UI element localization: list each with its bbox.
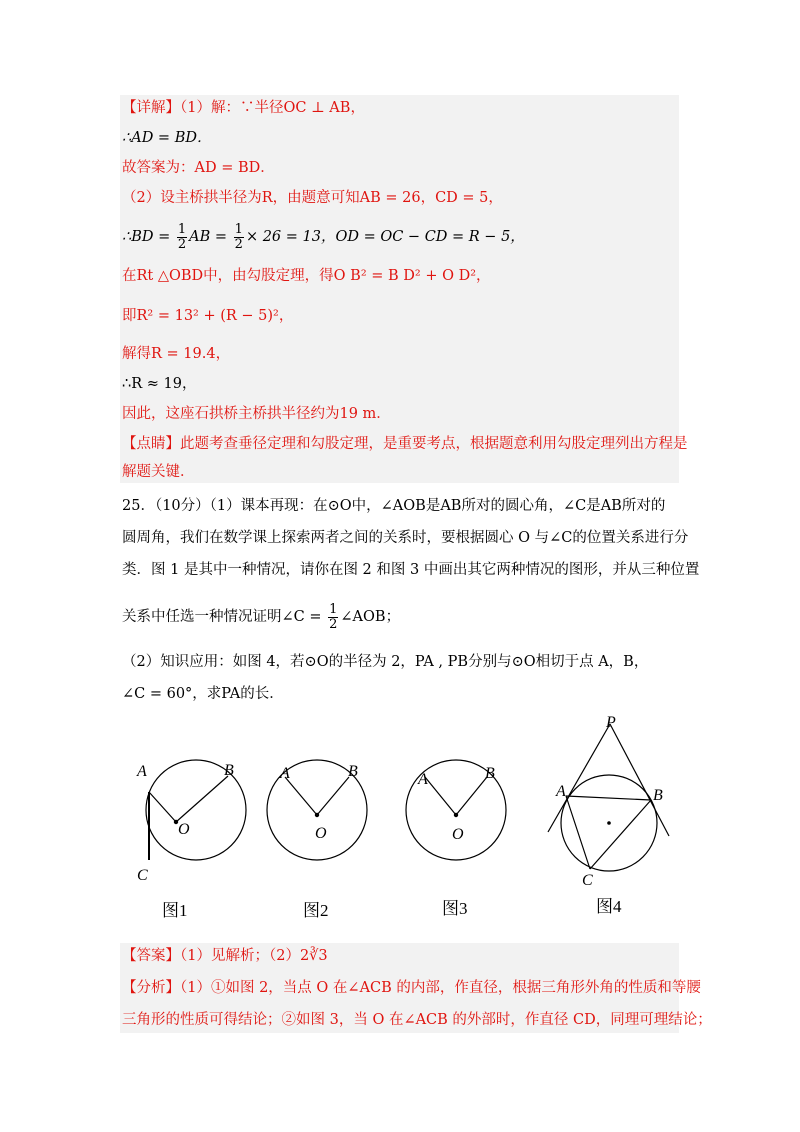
- tangent-PB: [610, 724, 669, 836]
- figure-2-caption: 图2: [303, 901, 329, 920]
- label-B: B: [485, 765, 495, 782]
- figure-1-caption: 图1: [162, 901, 188, 920]
- label-A: A: [418, 771, 428, 788]
- chord-AB: [566, 796, 651, 800]
- center-point: [315, 813, 319, 817]
- solution-line-9: ∴R ≈ 19，: [122, 376, 197, 392]
- figure-3-caption: 图3: [442, 899, 468, 918]
- solution-tag: 【详解】: [122, 100, 180, 116]
- figure-4-caption: 图4: [596, 897, 622, 916]
- point-line-1: 【点睛】此题考查垂径定理和勾股定理，是重要考点，根据题意利用勾股定理列出方程是: [122, 436, 688, 452]
- analysis-line-2: 三角形的性质可得结论；②如图 3，当 O 在∠ACB 的外部时，作直径 CD，同理可理结论；: [122, 1012, 712, 1028]
- label-B: B: [653, 787, 663, 804]
- label-A: A: [280, 765, 290, 782]
- solution-line-5: ∴BD = $\frac{1}{2}$ AB = $\frac{1}{2}$ × 26 = 13，OD = OC − CD = R − 5，: [122, 221, 525, 252]
- label-A: A: [556, 783, 566, 800]
- solution-line-7: 即R² = 13² + (R − 5)²，: [122, 308, 294, 324]
- answer-tag: 【答案】: [122, 948, 180, 964]
- center-point: [454, 813, 458, 817]
- question-line-5: （2）知识应用：如图 4，若⊙O的半径为 2，PA , PB分别与⊙O相切于点 A，B，: [122, 654, 649, 670]
- question-line-1: 25．（10分）（1）课本再现：在⊙O中，∠AOB是AB所对的圆心角，∠C是AB所对的: [122, 498, 666, 514]
- solution-box: [120, 95, 679, 483]
- question-line-3: 类．图 1 是其中一种情况，请你在图 2 和图 3 中画出其它两种情况的图形，并从三种位置: [122, 562, 700, 578]
- solution-line-2: ∴AD = BD．: [122, 130, 212, 146]
- fraction: $\frac{1}{2}$: [234, 221, 243, 252]
- point-tag: 【点睛】: [122, 436, 180, 452]
- label-A: A: [137, 763, 147, 780]
- solution-line-3: 故答案为：AD = BD．: [122, 160, 275, 176]
- geometry-figures: [120, 712, 680, 927]
- label-B: B: [348, 763, 358, 780]
- solution-line-6: 在Rt △OBD中，由勾股定理，得O B² = B D² + O D²，: [122, 268, 491, 284]
- label-O: O: [315, 825, 327, 842]
- label-C: C: [137, 867, 148, 884]
- question-line-2: 圆周角，我们在数学课上探索两者之间的关系时，要根据圆心 O 与∠C的位置关系进行分: [122, 530, 689, 546]
- solution-line-8: 解得R = 19.4，: [122, 346, 231, 362]
- label-O: O: [178, 821, 190, 838]
- fraction: $\frac{1}{2}$: [177, 221, 187, 252]
- label-C: C: [582, 872, 593, 889]
- question-line-6: ∠C = 60°，求PA的长．: [122, 686, 284, 702]
- chord-AC: [566, 796, 590, 869]
- analysis-tag: 【分析】: [122, 980, 180, 996]
- answer-line: 【答案】（1）见解析；（2）2∛3: [122, 948, 328, 964]
- figure-row: [120, 712, 680, 927]
- segment-AO: [285, 777, 317, 815]
- label-O: O: [452, 826, 464, 843]
- point-line-2: 解题关键．: [122, 464, 195, 480]
- center-point: [607, 821, 611, 825]
- solution-line-1: 【详解】（1）解：∵半径OC ⊥ AB，: [122, 100, 365, 116]
- solution-line-4: （2）设主桥拱半径为R，由题意可知AB = 26，CD = 5，: [122, 190, 503, 206]
- solution-line-10: 因此，这座石拱桥主桥拱半径约为19 m．: [122, 406, 391, 422]
- label-B: B: [224, 762, 234, 779]
- label-P: P: [606, 714, 616, 731]
- segment-OB: [317, 777, 349, 815]
- segment-OB: [176, 776, 228, 822]
- segment-AO: [425, 777, 456, 815]
- fraction: $\frac{1}{2}$: [329, 601, 338, 632]
- segment-AO: [149, 792, 176, 822]
- analysis-line-1: 【分析】（1）①如图 2，当点 O 在∠ACB 的内部，作直径，根据三角形外角的性质和等腰: [122, 980, 701, 996]
- tangent-PA: [548, 724, 610, 832]
- segment-OB: [456, 777, 487, 815]
- question-line-4: 关系中任选一种情况证明∠C = $\frac{1}{2}$ ∠AOB；: [122, 601, 401, 632]
